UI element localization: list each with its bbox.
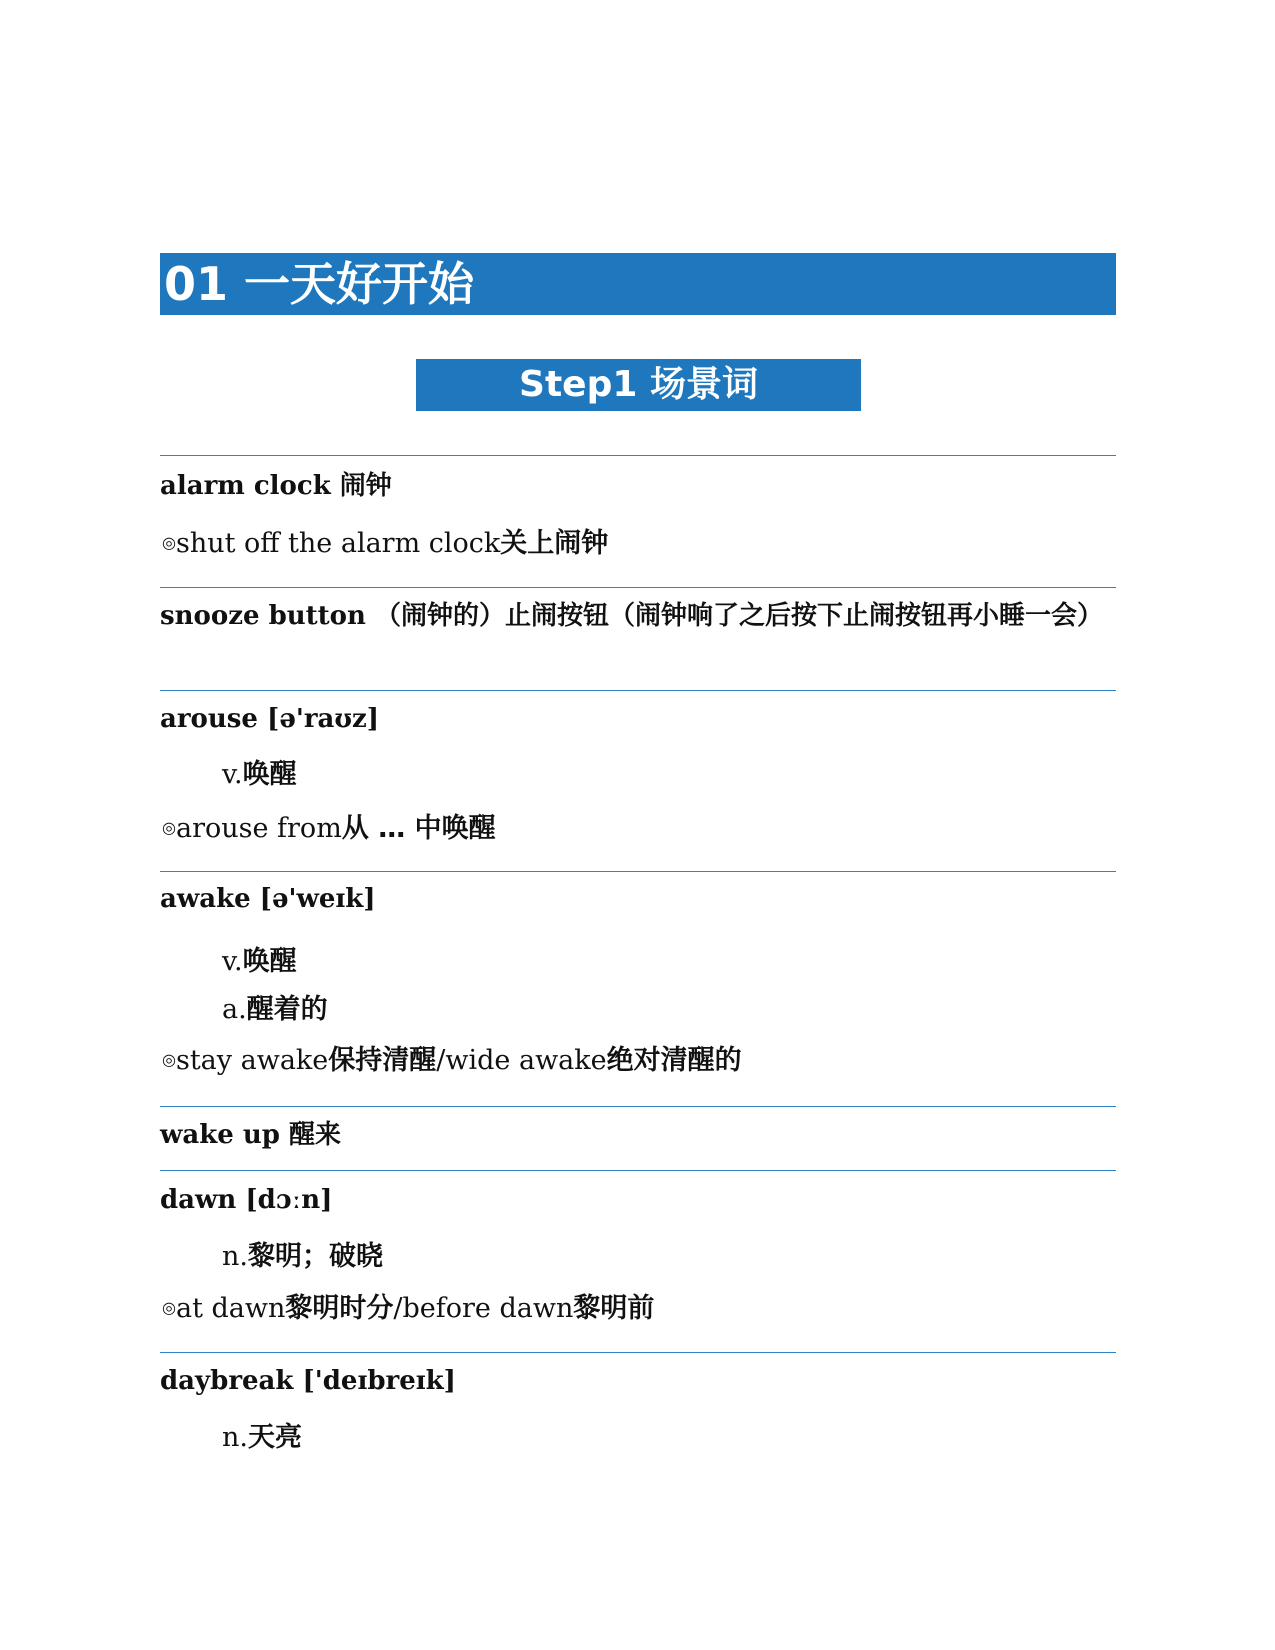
example-awake xyxy=(162,1040,742,1081)
entry-head-awake: awake [ə'weɪk] xyxy=(160,884,376,914)
example-bullet-icon: ◎ xyxy=(162,533,176,552)
sense-zh: 唤醒 xyxy=(242,759,297,790)
entry-divider xyxy=(160,1352,1116,1353)
example-bullet-icon: ◎ xyxy=(162,1050,176,1069)
example-zh: 保持清醒 xyxy=(328,1045,437,1076)
entry-divider xyxy=(160,871,1116,872)
part-of-speech: v. xyxy=(222,946,243,977)
example-en: at dawn xyxy=(175,1293,286,1324)
chapter-header-bar xyxy=(160,253,1116,315)
entry-head-daybreak: daybreak ['deɪbreɪk] xyxy=(160,1366,456,1396)
sense-awake-verb xyxy=(222,942,297,982)
entry-divider xyxy=(160,690,1116,691)
example-en: shut off the alarm clock xyxy=(175,528,501,559)
part-of-speech: v. xyxy=(222,759,243,790)
sense-dawn-noun xyxy=(222,1237,383,1277)
example-bullet-icon: ◎ xyxy=(162,1298,176,1317)
example-zh: 关上闹钟 xyxy=(500,528,609,559)
entry-head-snooze-button: snooze button （闹钟的）止闹按钮（闹钟响了之后按下止闹按钮再小睡一会） xyxy=(160,601,1103,631)
sense-zh: 醒着的 xyxy=(246,994,328,1025)
example-zh: 绝对清醒的 xyxy=(606,1045,742,1076)
example-alarm-clock xyxy=(162,523,608,564)
entry-head-arouse: arouse [ə'raʊz] xyxy=(160,704,380,734)
example-en: wide awake xyxy=(445,1045,607,1076)
example-en: stay awake xyxy=(175,1045,329,1076)
example-zh: 从 … 中唤醒 xyxy=(341,813,496,844)
example-arouse xyxy=(162,808,496,849)
example-zh: 黎明时分 xyxy=(285,1293,394,1324)
entry-head-alarm-clock: alarm clock 闹钟 xyxy=(160,471,392,501)
chapter-title: 01 一天好开始 xyxy=(164,257,475,311)
sense-awake-adjective xyxy=(222,990,328,1030)
example-en: before dawn xyxy=(402,1293,574,1324)
part-of-speech: n. xyxy=(222,1241,248,1272)
sense-zh: 唤醒 xyxy=(242,946,297,977)
example-bullet-icon: ◎ xyxy=(162,818,176,837)
example-en: arouse from xyxy=(175,813,342,844)
entry-divider xyxy=(160,587,1116,588)
part-of-speech: a. xyxy=(222,994,247,1025)
part-of-speech: n. xyxy=(222,1422,248,1453)
entry-divider xyxy=(160,455,1116,456)
sense-daybreak-noun xyxy=(222,1418,302,1458)
step-title: Step1 场景词 xyxy=(519,364,758,405)
entry-head-wake-up: wake up 醒来 xyxy=(160,1120,341,1150)
sense-zh: 黎明；破晓 xyxy=(247,1241,383,1272)
sense-arouse-verb xyxy=(222,755,297,795)
entry-divider xyxy=(160,1106,1116,1107)
example-separator: / xyxy=(393,1293,403,1324)
example-dawn xyxy=(162,1288,654,1329)
example-zh: 黎明前 xyxy=(573,1293,655,1324)
entry-head-dawn: dawn [dɔːn] xyxy=(160,1185,333,1215)
example-separator: / xyxy=(436,1045,446,1076)
step-header-box xyxy=(416,359,861,411)
sense-zh: 天亮 xyxy=(247,1422,302,1453)
entry-divider xyxy=(160,1170,1116,1171)
